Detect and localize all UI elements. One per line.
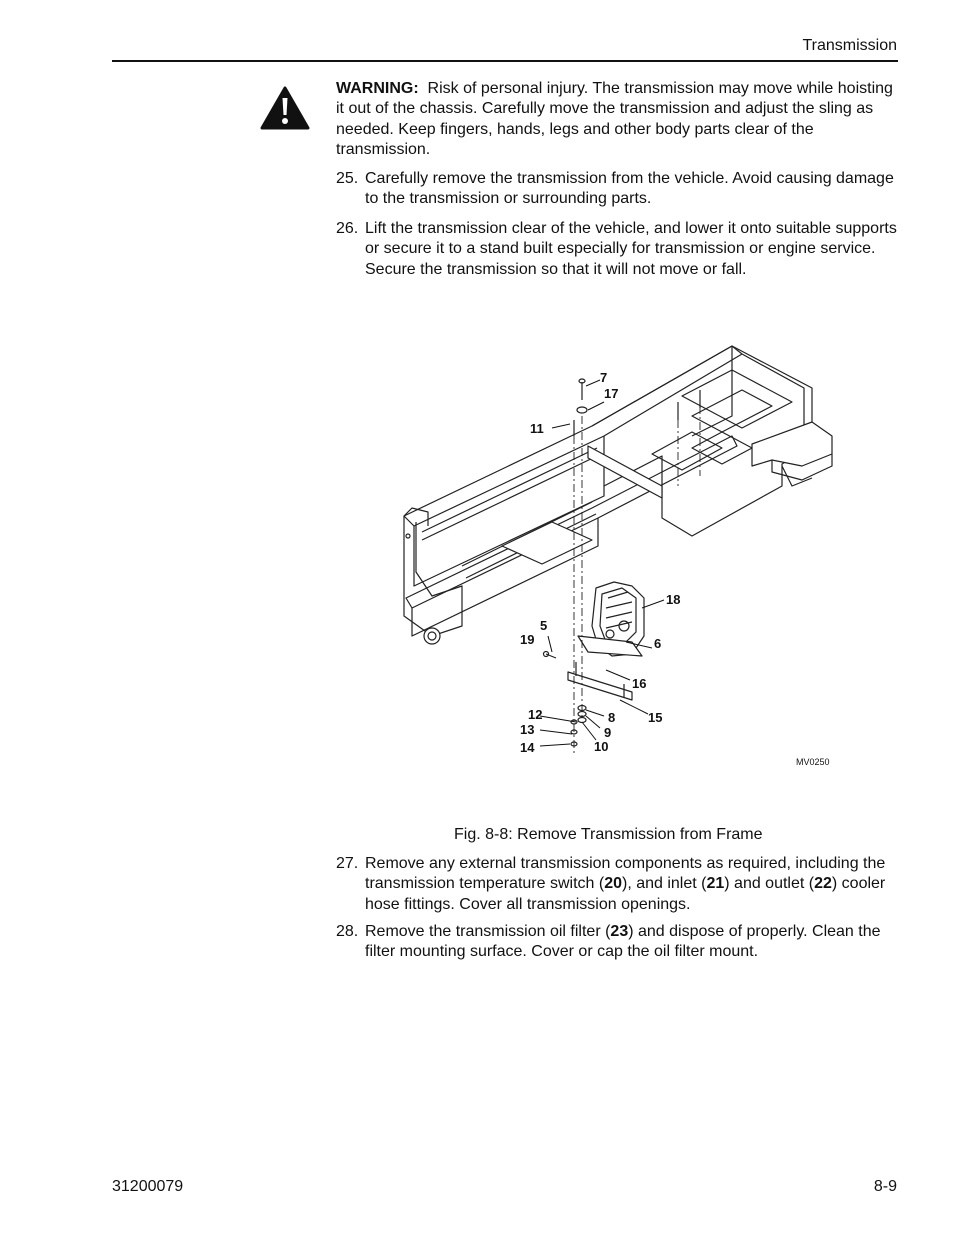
reference-number: 20	[604, 875, 622, 893]
callout-15: 15	[648, 710, 663, 725]
figure-caption: Fig. 8-8: Remove Transmission from Frame	[454, 826, 763, 843]
header-section-title: Transmission	[802, 37, 897, 54]
header-rule	[112, 60, 898, 62]
step-text: Carefully remove the transmission from the vehicle. Avoid causing damage to the transmission or surrounding parts.	[365, 170, 894, 208]
callout-8: 8	[608, 710, 616, 725]
callout-18: 18	[666, 592, 681, 607]
step-text-part: ) and outlet (	[724, 875, 815, 893]
step-26	[336, 219, 898, 280]
warning-paragraph	[336, 79, 898, 161]
step-number: 26.	[336, 220, 359, 237]
step-text: Lift the transmission clear of the vehicle, and lower it onto suitable supports or secure it to a stand built especially for transmission or engine service. Secure the transmission so that it will not move or fall.	[365, 220, 897, 278]
callout-16: 16	[632, 676, 647, 691]
callout-14: 14	[520, 740, 535, 755]
callout-9: 9	[604, 725, 612, 740]
step-25	[336, 169, 898, 210]
callout-10: 10	[594, 739, 609, 754]
step-number: 25.	[336, 170, 359, 187]
step-text-part: ), and inlet (	[621, 875, 707, 893]
footer-doc-number: 31200079	[112, 1178, 184, 1195]
reference-number: 23	[610, 923, 629, 940]
callout-11: 11	[530, 421, 544, 436]
callout-12: 12	[528, 707, 543, 722]
step-text-part: ) cooler hose fittings. Cover all transmission openings.	[365, 875, 886, 913]
figure-id: MV0250	[796, 757, 830, 767]
step-number: 28.	[336, 923, 359, 940]
reference-number: 21	[706, 875, 725, 893]
step-number: 27.	[336, 855, 359, 872]
warning-text: Risk of personal injury. The transmission may move while hoisting it out of the chassis. Carefully move the transmission and adjust the sling as needed. Keep fingers, hands, legs and other body parts clear of the transmission.	[336, 80, 893, 159]
callout-7: 7	[600, 370, 608, 385]
warning-label: WARNING:	[336, 80, 419, 97]
step-28	[336, 922, 898, 963]
transmission-frame-illustration	[392, 336, 852, 776]
callout-19: 19	[520, 632, 535, 647]
callout-6: 6	[654, 636, 662, 651]
footer-page-number: 8-9	[873, 1178, 897, 1195]
step-text-part: ) and dispose of properly. Clean the filter mounting surface. Cover or cap the oil filter mount.	[365, 923, 881, 961]
callout-17: 17	[604, 386, 619, 401]
callout-5: 5	[540, 618, 548, 633]
step-text-part: Remove the transmission oil filter (	[365, 923, 611, 940]
callout-13: 13	[520, 722, 535, 737]
step-27	[336, 854, 898, 915]
warning-triangle-icon	[260, 86, 310, 130]
reference-number: 22	[814, 875, 832, 893]
step-text-part: Remove any external transmission components as required, including the transmission temperature switch (	[365, 855, 886, 893]
